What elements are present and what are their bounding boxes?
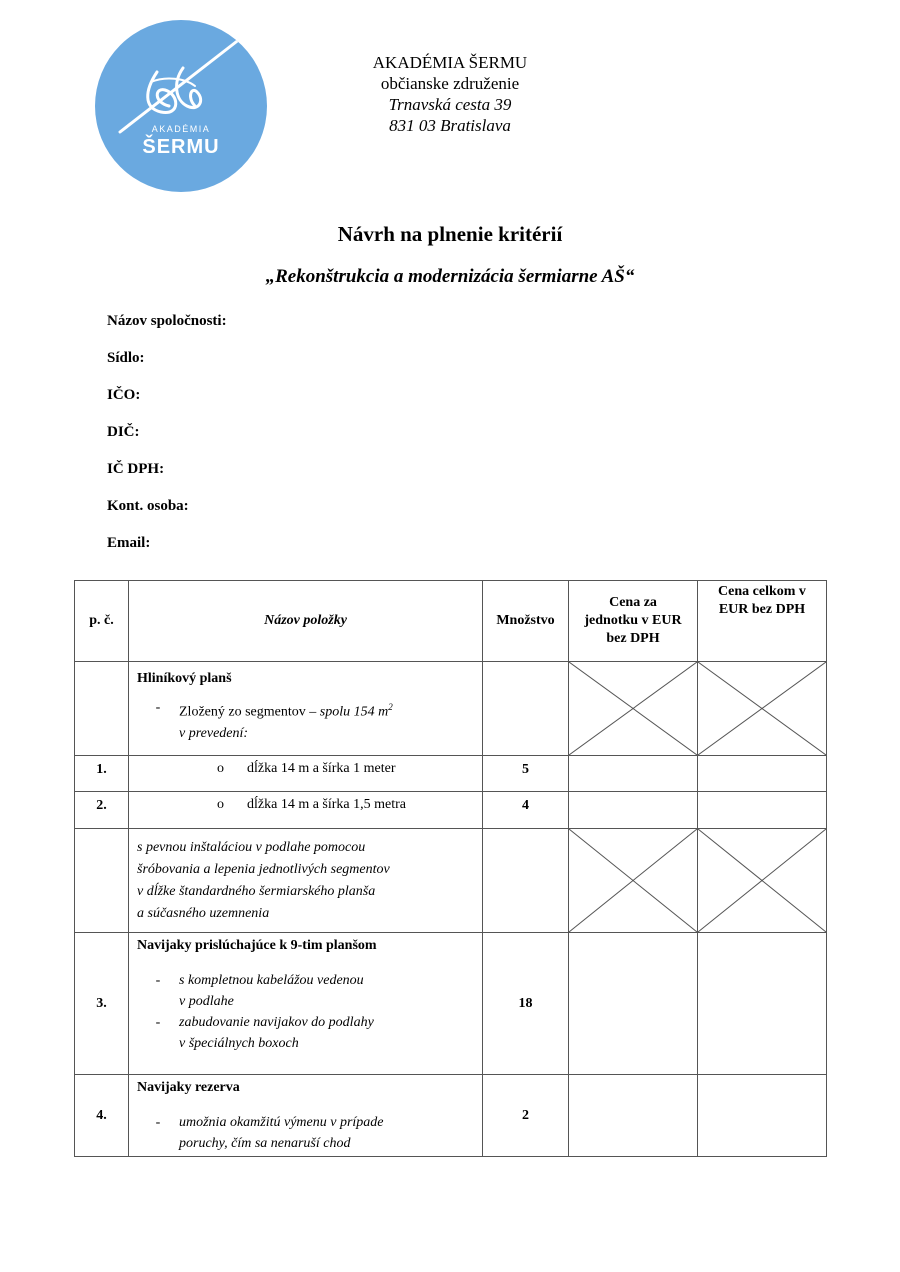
planch-bullet: - Zložený zo segmentov – spolu 154 $m^2$ v prevedení: (155, 700, 393, 741)
cell-no: 4. (75, 1075, 129, 1157)
cell-qty: 18 (483, 933, 569, 1075)
logo-big-text: ŠERMU (142, 136, 220, 158)
cell-item: o dĺžka 14 m a šírka 1 meter (129, 756, 483, 792)
crossed-cell (569, 829, 698, 933)
cell-item-planch (129, 662, 483, 756)
cell-no: 3. (75, 933, 129, 1075)
org-name: AKADÉMIA ŠERMU (372, 53, 528, 72)
cell-total-price[interactable] (698, 756, 827, 792)
akademia-sermu-logo (95, 20, 267, 192)
org-city: 831 03 Bratislava (389, 116, 511, 135)
document-subtitle: „Rekonštrukcia a modernizácia šermiarne AŠ“ (265, 266, 635, 287)
table-row (75, 792, 827, 829)
header-item-name: Názov položky (129, 581, 483, 662)
cell-qty: 2 (483, 1075, 569, 1157)
table-row (75, 829, 827, 933)
org-street: Trnavská cesta 39 (388, 95, 512, 114)
table-row (75, 756, 827, 792)
cell-item: Navijaky prislúchajúce k 9-tim planšom - s kompletnou kabelážou vedenou v podlahe - zabudovanie navijakov do podlahy v špeciálnych boxoch (129, 933, 483, 1075)
cell-total-price[interactable] (698, 933, 827, 1075)
table-row (75, 662, 827, 756)
field-company-name: Názov spoločnosti: (107, 313, 227, 329)
cell-unit-price[interactable] (569, 1075, 698, 1157)
cell-item-installation: s pevnou inštaláciou v podlahe pomocou šróbovania a lepenia jednotlivých segmentov v dĺžke štandardného šermiarského planša a súčasného uzemnenia (129, 829, 483, 933)
field-ic-dph: IČ DPH: (107, 461, 165, 477)
document-title: Návrh na plnenie kritérií (337, 222, 563, 246)
field-dic: DIČ: (107, 424, 140, 440)
org-type: občianske združenie (380, 74, 520, 93)
cell-qty: 5 (483, 756, 569, 792)
cell-item: o dĺžka 14 m a šírka 1,5 metra (129, 792, 483, 829)
crossed-cell (698, 829, 827, 933)
table-header-row (75, 581, 827, 662)
planch-title: Hliníkový planš (137, 671, 232, 686)
cell-qty-empty (483, 662, 569, 756)
cell-qty: 4 (483, 792, 569, 829)
cell-no-empty (75, 662, 129, 756)
cell-no-empty (75, 829, 129, 933)
cell-no: 1. (75, 756, 129, 792)
field-email: Email: (107, 535, 151, 551)
cell-unit-price[interactable] (569, 756, 698, 792)
fencer-icon (95, 20, 267, 192)
cell-unit-price[interactable] (569, 792, 698, 829)
cell-unit-price[interactable] (569, 933, 698, 1075)
cell-item: Navijaky rezerva - umožnia okamžitú výmenu v prípade poruchy, čím sa nenaruší chod (129, 1075, 483, 1157)
table-row (75, 933, 827, 1075)
crossed-cell (569, 662, 698, 756)
logo-small-text: AKADÉMIA (151, 124, 211, 134)
crossed-cell (698, 662, 827, 756)
company-fields (107, 312, 227, 571)
header-total-price: Cena celkom v EUR bez DPH (698, 581, 827, 662)
cell-qty-empty (483, 829, 569, 933)
header-no: p. č. (75, 581, 129, 662)
header-quantity: Množstvo (483, 581, 569, 662)
cell-total-price[interactable] (698, 1075, 827, 1157)
cell-total-price[interactable] (698, 792, 827, 829)
organization-header (330, 52, 570, 136)
header-unit-price: Cena za jednotku v EUR bez DPH (569, 581, 698, 662)
field-seat: Sídlo: (107, 350, 145, 366)
cell-no: 2. (75, 792, 129, 829)
table-row (75, 1075, 827, 1157)
items-table (74, 580, 827, 1157)
field-ico: IČO: (107, 387, 141, 403)
field-contact-person: Kont. osoba: (107, 498, 189, 514)
